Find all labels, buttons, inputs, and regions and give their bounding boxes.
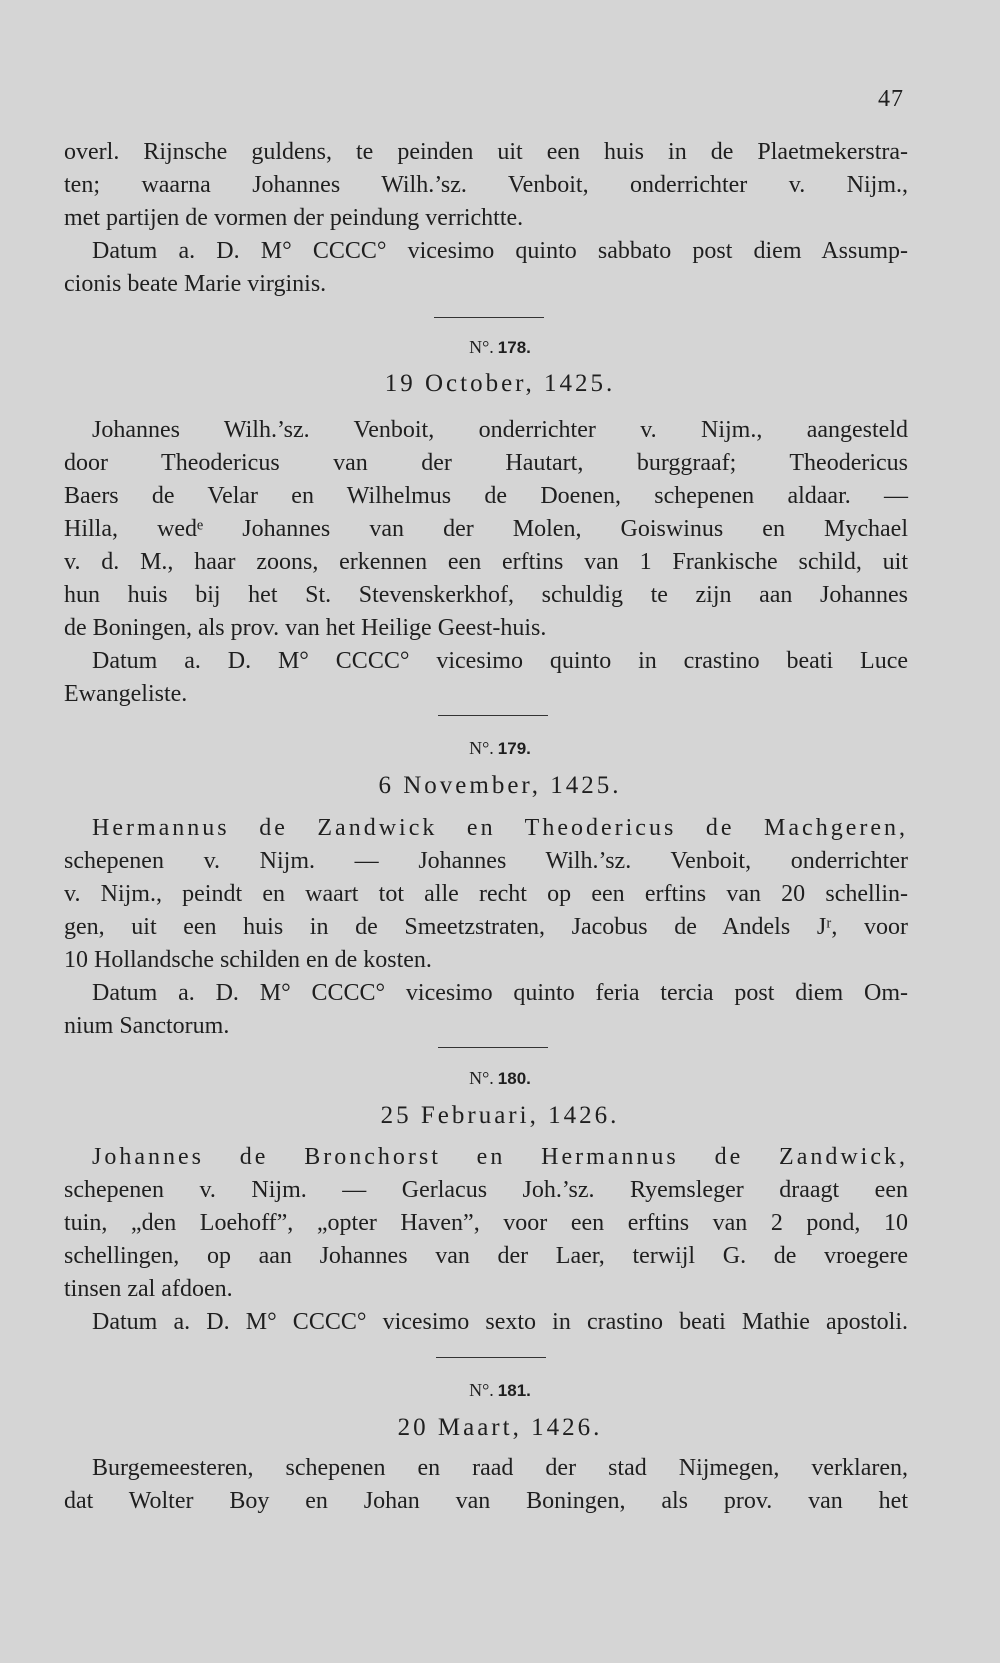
text-line: Datum a. D. M° CCCC° vicesimo quinto in crastino beati Luce bbox=[92, 648, 908, 674]
entry-number: N°. 180. bbox=[469, 1068, 531, 1088]
text-line: Burgemeesteren, schepenen en raad der stad Nijmegen, verklaren, bbox=[92, 1455, 908, 1481]
entry-number: N°. 179. bbox=[469, 738, 531, 758]
text-line: Johannes Wilh.’sz. Venboit, onderrichter v. Nijm., aangesteld bbox=[92, 417, 908, 443]
text-line: Datum a. D. M° CCCC° vicesimo quinto sabbato post diem Assump- bbox=[92, 238, 908, 264]
entry-date: 6 November, 1425. bbox=[378, 772, 622, 799]
text-line: door Theodericus van der Hautart, burggraaf; Theodericus bbox=[64, 450, 908, 476]
text-line: schellingen, op aan Johannes van der Laer, terwijl G. de vroegere bbox=[64, 1243, 908, 1269]
text-line: tuin, „den Loehoff”, „opter Haven”, voor een erftins van 2 pond, 10 bbox=[64, 1210, 908, 1236]
text-line: Datum a. D. M° CCCC° vicesimo sexto in crastino beati Mathie apostoli. bbox=[92, 1309, 908, 1335]
separator-rule bbox=[438, 1047, 548, 1048]
entry-text bbox=[64, 1452, 908, 1518]
text-line: Hilla, wedᵉ Johannes van der Molen, Goiswinus en Mychael bbox=[64, 516, 908, 542]
text-line: schepenen v. Nijm. — Johannes Wilh.’sz. Venboit, onderrichter bbox=[64, 848, 908, 874]
text-line: hun huis bij het St. Stevenskerkhof, schuldig te zijn aan Johannes bbox=[64, 582, 908, 608]
entry-number: N°. 181. bbox=[469, 1380, 531, 1400]
text-line: Johannes de Bronchorst en Hermannus de Zandwick, bbox=[92, 1144, 908, 1170]
text-line: v. Nijm., peindt en waart tot alle recht op een erftins van 20 schellin- bbox=[64, 881, 908, 907]
separator-rule bbox=[438, 715, 548, 716]
text-line: met partijen de vormen der peindung verrichtte. bbox=[64, 205, 524, 231]
text-line: Datum a. D. M° CCCC° vicesimo quinto feria tercia post diem Om- bbox=[92, 980, 908, 1006]
entry-date: 20 Maart, 1426. bbox=[397, 1414, 603, 1441]
entry-text bbox=[64, 1141, 908, 1339]
text-line: dat Wolter Boy en Johan van Boningen, als prov. van het bbox=[64, 1488, 908, 1514]
entry-date: 25 Februari, 1426. bbox=[380, 1102, 620, 1129]
text-line: de Boningen, als prov. van het Heilige Geest-huis. bbox=[64, 615, 547, 641]
text-line: cionis beate Marie virginis. bbox=[64, 271, 327, 297]
entry-text bbox=[64, 812, 908, 1043]
text-line: v. d. M., haar zoons, erkennen een erftins van 1 Frankische schild, uit bbox=[64, 549, 908, 575]
text-line: Hermannus de Zandwick en Theodericus de Machgeren, bbox=[92, 815, 908, 841]
text-line: Baers de Velar en Wilhelmus de Doenen, schepenen aldaar. — bbox=[64, 483, 908, 509]
intro-paragraph bbox=[64, 136, 908, 301]
text-line: tinsen zal afdoen. bbox=[64, 1276, 233, 1302]
page-number: 47 bbox=[878, 86, 904, 112]
text-line: overl. Rijnsche guldens, te peinden uit een huis in de Plaetmekerstra- bbox=[64, 139, 908, 165]
entry-date: 19 October, 1425. bbox=[384, 370, 616, 397]
text-line: gen, uit een huis in de Smeetzstraten, Jacobus de Andels Jʳ, voor bbox=[64, 914, 908, 940]
entry-text bbox=[64, 414, 908, 711]
text-line: schepenen v. Nijm. — Gerlacus Joh.’sz. Ryemsleger draagt een bbox=[64, 1177, 908, 1203]
separator-rule bbox=[434, 317, 544, 318]
text-line: Ewangeliste. bbox=[64, 681, 188, 707]
text-line: nium Sanctorum. bbox=[64, 1013, 230, 1039]
separator-rule bbox=[436, 1357, 546, 1358]
text-line: 10 Hollandsche schilden en de kosten. bbox=[64, 947, 432, 973]
text-line: ten; waarna Johannes Wilh.’sz. Venboit, onderrichter v. Nijm., bbox=[64, 172, 908, 198]
entry-number: N°. 178. bbox=[469, 337, 531, 357]
